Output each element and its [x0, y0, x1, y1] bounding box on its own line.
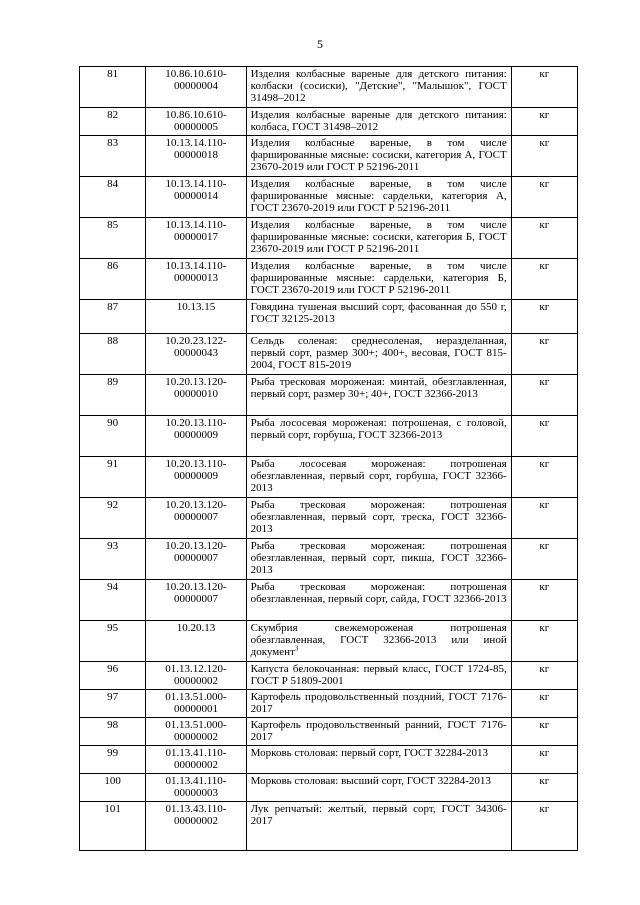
table-row — [80, 67, 578, 108]
row-number: 81 — [80, 67, 146, 108]
row-number: 91 — [80, 457, 146, 498]
row-number: 97 — [80, 690, 146, 718]
product-code: 10.86.10.610-00000004 — [146, 67, 246, 108]
table-row — [80, 108, 578, 136]
unit-of-measure: кг — [511, 334, 577, 375]
product-name: Рыба тресковая мороженая: потрошеная обезглавленная, первый сорт, пикша, ГОСТ 32366-2013 — [246, 539, 511, 580]
table-row — [80, 259, 578, 300]
unit-of-measure: кг — [511, 580, 577, 621]
page-number: 5 — [317, 37, 323, 51]
product-name: Морковь столовая: высший сорт, ГОСТ 32284-2013 — [246, 774, 511, 802]
row-number: 95 — [80, 621, 146, 662]
product-code: 01.13.43.110-00000002 — [146, 802, 246, 851]
row-number: 98 — [80, 718, 146, 746]
table-row — [80, 746, 578, 774]
unit-of-measure: кг — [511, 259, 577, 300]
product-code: 01.13.51.000-00000002 — [146, 718, 246, 746]
row-number: 96 — [80, 662, 146, 690]
table-row — [80, 218, 578, 259]
unit-of-measure: кг — [511, 457, 577, 498]
unit-of-measure: кг — [511, 539, 577, 580]
product-name: Изделия колбасные вареные для детского питания: колбаса, ГОСТ 31498–2012 — [246, 108, 511, 136]
product-code: 01.13.12.120-00000002 — [146, 662, 246, 690]
table-row — [80, 334, 578, 375]
product-name: Изделия колбасные вареные, в том числе фаршированные мясные: сосиски, категория А, ГОСТ 23670-2019 или ГОСТ Р 52196-2011 — [246, 136, 511, 177]
row-number: 85 — [80, 218, 146, 259]
product-name: Рыба тресковая мороженая: потрошеная обезглавленная, первый сорт, сайда, ГОСТ 32366-2013 — [246, 580, 511, 621]
unit-of-measure: кг — [511, 136, 577, 177]
products-table — [79, 66, 578, 851]
table-row — [80, 662, 578, 690]
product-name: Изделия колбасные вареные, в том числе фаршированные мясные: сардельки, категория Б, ГОСТ 23670-2019 или ГОСТ Р 52196-2011 — [246, 259, 511, 300]
product-name: Изделия колбасные вареные для детского питания: колбаски (сосиски), "Детские", "Малышок", ГОСТ 31498–2012 — [246, 67, 511, 108]
table-row — [80, 498, 578, 539]
product-code: 10.13.14.110-00000017 — [146, 218, 246, 259]
unit-of-measure: кг — [511, 662, 577, 690]
row-number: 92 — [80, 498, 146, 539]
product-code: 10.13.14.110-00000018 — [146, 136, 246, 177]
row-number: 88 — [80, 334, 146, 375]
table-row — [80, 300, 578, 334]
unit-of-measure: кг — [511, 621, 577, 662]
row-number: 94 — [80, 580, 146, 621]
product-code: 10.20.13.120-00000010 — [146, 375, 246, 416]
row-number: 83 — [80, 136, 146, 177]
product-code: 10.20.13.120-00000007 — [146, 498, 246, 539]
product-code: 10.13.15 — [146, 300, 246, 334]
table-row — [80, 621, 578, 662]
product-name — [246, 621, 511, 662]
product-name: Рыба тресковая мороженая: потрошеная обезглавленная, первый сорт, треска, ГОСТ 32366-2013 — [246, 498, 511, 539]
product-name: Капуста белокочанная: первый класс, ГОСТ 1724-85, ГОСТ Р 51809-2001 — [246, 662, 511, 690]
unit-of-measure: кг — [511, 718, 577, 746]
product-name: Изделия колбасные вареные, в том числе фаршированные мясные: сосиски, категория Б, ГОСТ 23670-2019 или ГОСТ Р 52196-2011 — [246, 218, 511, 259]
row-number: 99 — [80, 746, 146, 774]
table-row — [80, 375, 578, 416]
table-row — [80, 416, 578, 457]
product-code: 10.13.14.110-00000014 — [146, 177, 246, 218]
row-number: 84 — [80, 177, 146, 218]
product-code: 10.20.13 — [146, 621, 246, 662]
unit-of-measure: кг — [511, 774, 577, 802]
product-code: 01.13.51.000-00000001 — [146, 690, 246, 718]
unit-of-measure: кг — [511, 416, 577, 457]
product-code: 10.20.13.110-00000009 — [146, 457, 246, 498]
unit-of-measure: кг — [511, 177, 577, 218]
unit-of-measure: кг — [511, 746, 577, 774]
product-code: 10.20.13.120-00000007 — [146, 539, 246, 580]
product-code: 10.13.14.110-00000013 — [146, 259, 246, 300]
product-name-text: Скумбрия свежемороженая потрошеная обезглавленная, ГОСТ 32366-2013 или иной документ — [250, 622, 507, 658]
unit-of-measure: кг — [511, 67, 577, 108]
table-row — [80, 774, 578, 802]
unit-of-measure: кг — [511, 498, 577, 539]
product-name: Изделия колбасные вареные, в том числе фаршированные мясные: сардельки, категория А, ГОСТ 23670-2019 или ГОСТ Р 52196-2011 — [246, 177, 511, 218]
unit-of-measure: кг — [511, 218, 577, 259]
products-table-body — [80, 67, 578, 851]
row-number: 86 — [80, 259, 146, 300]
row-number: 82 — [80, 108, 146, 136]
table-row — [80, 718, 578, 746]
product-code: 10.20.13.120-00000007 — [146, 580, 246, 621]
row-number: 93 — [80, 539, 146, 580]
unit-of-measure: кг — [511, 690, 577, 718]
unit-of-measure: кг — [511, 802, 577, 851]
unit-of-measure: кг — [511, 375, 577, 416]
row-number: 90 — [80, 416, 146, 457]
table-row — [80, 580, 578, 621]
product-name: Морковь столовая: первый сорт, ГОСТ 32284-2013 — [246, 746, 511, 774]
product-name: Говядина тушеная высший сорт, фасованная до 550 г, ГОСТ 32125-2013 — [246, 300, 511, 334]
table-row — [80, 177, 578, 218]
product-name: Лук репчатый: желтый, первый сорт, ГОСТ 34306-2017 — [246, 802, 511, 851]
product-code: 01.13.41.110-00000003 — [146, 774, 246, 802]
unit-of-measure: кг — [511, 300, 577, 334]
row-number: 101 — [80, 802, 146, 851]
product-name: Рыба лососевая мороженая: потрошеная, с головой, первый сорт, горбуша, ГОСТ 32366-2013 — [246, 416, 511, 457]
product-name: Сельдь соленая: среднесоленая, неразделанная, первый сорт, размер 300+; 400+, весовая, ГОСТ 815-2004, ГОСТ 815-2019 — [246, 334, 511, 375]
table-row — [80, 690, 578, 718]
product-name: Картофель продовольственный поздний, ГОСТ 7176-2017 — [246, 690, 511, 718]
table-row — [80, 802, 578, 851]
product-code: 10.20.23.122-00000043 — [146, 334, 246, 375]
product-code: 10.20.13.110-00000009 — [146, 416, 246, 457]
footnote-marker: 3 — [294, 644, 299, 653]
table-row — [80, 457, 578, 498]
unit-of-measure: кг — [511, 108, 577, 136]
product-name: Рыба лососевая мороженая: потрошеная обезглавленная, первый сорт, горбуша, ГОСТ 32366-2013 — [246, 457, 511, 498]
row-number: 87 — [80, 300, 146, 334]
product-name: Картофель продовольственный ранний, ГОСТ 7176-2017 — [246, 718, 511, 746]
table-row — [80, 539, 578, 580]
row-number: 89 — [80, 375, 146, 416]
product-name: Рыба тресковая мороженая: минтай, обезглавленная, первый сорт, размер 30+; 40+, ГОСТ 32366-2013 — [246, 375, 511, 416]
product-code: 01.13.41.110-00000002 — [146, 746, 246, 774]
row-number: 100 — [80, 774, 146, 802]
product-code: 10.86.10.610-00000005 — [146, 108, 246, 136]
table-row — [80, 136, 578, 177]
